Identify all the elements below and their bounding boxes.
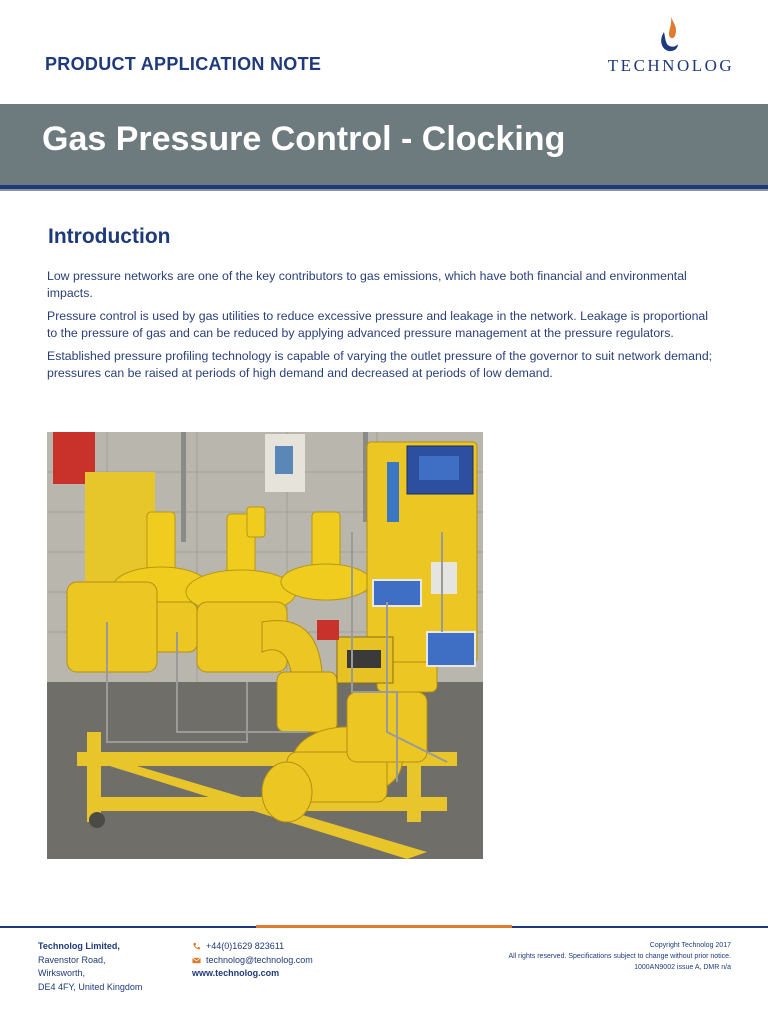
doc-type-label: PRODUCT APPLICATION NOTE (45, 54, 322, 74)
email-icon (192, 956, 201, 965)
paragraph: Established pressure profiling technology is capable of varying the outlet pressure of the governor to suit network demand; pressures can be raised at periods of high demand and decreased at periods of low demand. (47, 349, 713, 380)
company-address (38, 940, 142, 994)
document-reference: 1000AN9002 issue A, DMR n/a (634, 964, 731, 971)
title-divider-secondary (0, 189, 768, 191)
paragraph: Low pressure networks are one of the key contributors to gas emissions, which have both financial and environmental impacts. (47, 269, 687, 300)
footer-accent-divider (256, 925, 512, 928)
phone-number: +44(0)1629 823611 (206, 941, 285, 951)
legal-notice (431, 940, 731, 973)
website-row (192, 967, 313, 981)
paragraph: Pressure control is used by gas utilities to reduce excessive pressure and leakage in the network. Leakage is proportional to the pressure of gas and can be reduced by applying advanced pressure management at the pressure regulators. (47, 309, 708, 340)
phone-icon (192, 942, 201, 951)
page-title: Gas Pressure Control - Clocking (42, 120, 566, 158)
brand-wordmark: TECHNOLOG (607, 56, 735, 75)
email-row (192, 954, 313, 968)
gas-governor-photo (47, 432, 483, 859)
rights-text: All rights reserved. Specifications subject to change without prior notice. (508, 953, 731, 960)
company-name: Technolog Limited, (38, 941, 120, 951)
introduction-body (47, 268, 717, 388)
technolog-logo (598, 16, 744, 78)
address-line: Wirksworth, (38, 968, 85, 978)
contact-details (192, 940, 313, 981)
address-line: DE4 4FY, United Kingdom (38, 981, 143, 992)
website-link[interactable]: www.technolog.com (192, 968, 280, 978)
copyright-text: Copyright Technolog 2017 (649, 942, 731, 949)
email-link[interactable]: technolog@technolog.com (206, 954, 313, 965)
section-heading-introduction: Introduction (48, 225, 171, 248)
flame-drop-icon (654, 16, 688, 54)
address-line: Ravenstor Road, (38, 954, 106, 965)
phone-row (192, 940, 313, 954)
